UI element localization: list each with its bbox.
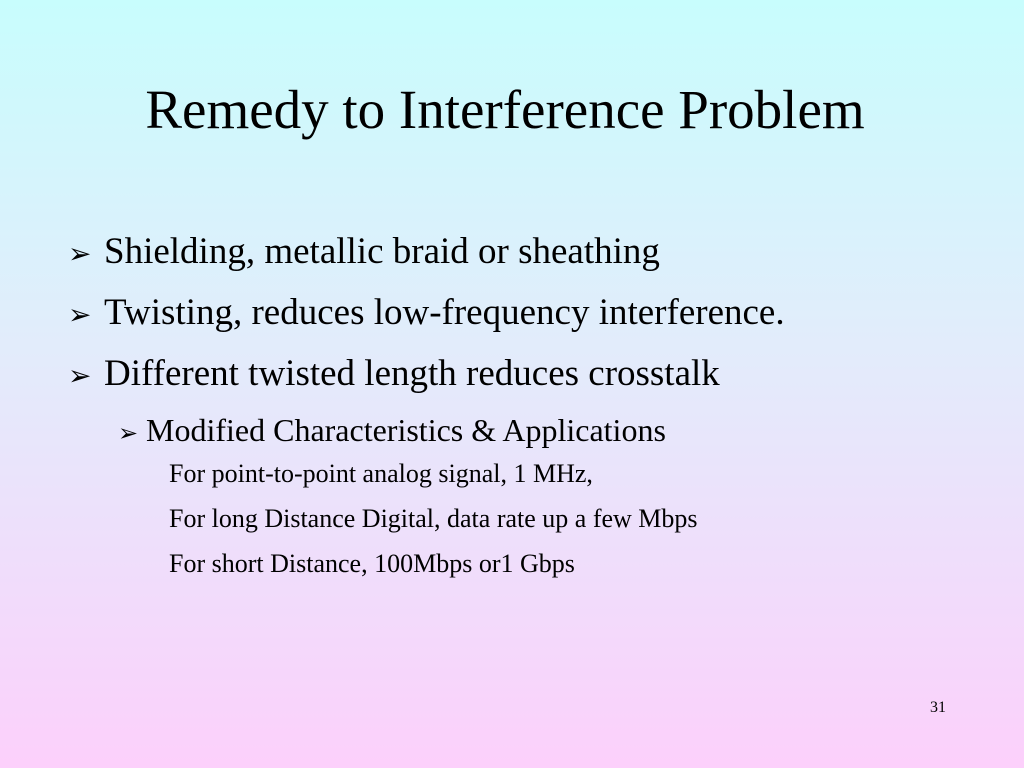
bullet-text: Shielding, metallic braid or sheathing <box>104 231 660 272</box>
sub-bullet-item <box>118 409 785 454</box>
bullet-list <box>68 226 785 589</box>
detail-line: For long Distance Digital, data rate up a few Mbps <box>169 504 698 533</box>
bullet-text: Different twisted length reduces crosstalk <box>104 353 720 394</box>
slide-number: 31 <box>930 699 946 716</box>
arrow-bullet-icon: ➢ <box>68 239 92 270</box>
arrow-bullet-icon: ➢ <box>68 300 92 331</box>
bullet-item <box>68 348 785 409</box>
bullet-text: Twisting, reduces low-frequency interference. <box>104 292 785 333</box>
sub-bullet-text: Modified Characteristics & Applications <box>146 412 666 448</box>
bullet-item <box>68 287 785 348</box>
detail-line: For short Distance, 100Mbps or1 Gbps <box>169 549 575 578</box>
bullet-item <box>68 226 785 287</box>
arrow-bullet-icon: ➢ <box>118 421 139 447</box>
detail-line: For point-to-point analog signal, 1 MHz, <box>169 459 593 488</box>
slide-title: Remedy to Interference Problem <box>145 79 865 140</box>
arrow-bullet-icon: ➢ <box>68 361 92 392</box>
